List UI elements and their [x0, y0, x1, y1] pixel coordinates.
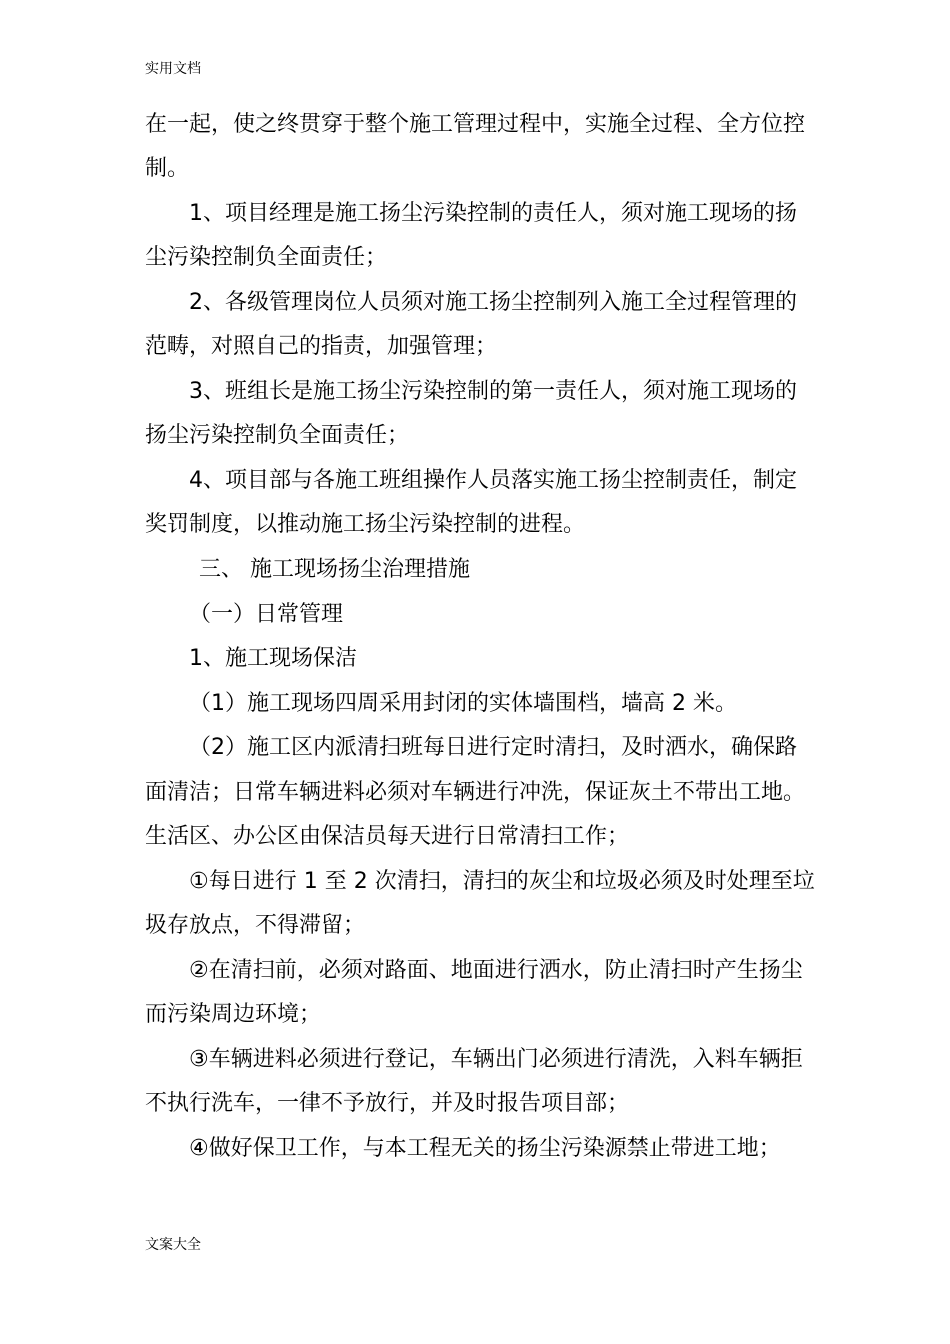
paragraph-line: ③车辆进料必须进行登记，车辆出门必须进行清洗，入料车辆拒	[189, 1047, 803, 1072]
paragraph-line: 范畴，对照自己的指责，加强管理；	[145, 334, 498, 359]
paragraph-line: 制。	[145, 156, 190, 181]
paragraph-line: 尘污染控制负全面责任；	[145, 245, 388, 270]
paragraph-line: 奖罚制度，以推动施工扬尘污染控制的进程。	[145, 512, 586, 537]
paragraph-line: 生活区、办公区由保洁员每天进行日常清扫工作；	[145, 824, 630, 849]
paragraph-line: （2）施工区内派清扫班每日进行定时清扫，及时洒水，确保路	[189, 735, 797, 760]
paragraph-line: 不执行洗车，一律不予放行，并及时报告项目部；	[145, 1091, 630, 1116]
paragraph-line: 2、各级管理岗位人员须对施工扬尘控制列入施工全过程管理的	[189, 290, 797, 315]
paragraph-line: 圾存放点，不得滞留；	[145, 913, 366, 938]
paragraph-line: 4、项目部与各施工班组操作人员落实施工扬尘控制责任，制定	[189, 468, 797, 493]
item-heading: 1、施工现场保洁	[189, 646, 357, 671]
paragraph-line: 3、班组长是施工扬尘污染控制的第一责任人，须对施工现场的	[189, 379, 797, 404]
paragraph-line: 扬尘污染控制负全面责任；	[145, 423, 410, 448]
section-heading: 三、 施工现场扬尘治理措施	[199, 557, 470, 582]
subsection-heading: （一）日常管理	[189, 602, 344, 627]
paragraph-line: 在一起，使之终贯穿于整个施工管理过程中，实施全过程、全方位控	[145, 112, 806, 137]
paragraph-line: 而污染周边环境；	[145, 1002, 322, 1027]
paragraph-line: 面清洁；日常车辆进料必须对车辆进行冲洗，保证灰土不带出工地。	[145, 780, 806, 805]
paragraph-line: ②在清扫前，必须对路面、地面进行洒水，防止清扫时产生扬尘	[189, 958, 803, 983]
paragraph-line: ④做好保卫工作，与本工程无关的扬尘污染源禁止带进工地；	[189, 1136, 781, 1161]
paragraph-line: ①每日进行 1 至 2 次清扫，清扫的灰尘和垃圾必须及时处理至垃	[189, 869, 815, 894]
paragraph-line: （1）施工现场四周采用封闭的实体墙围档，墙高 2 米。	[189, 691, 737, 716]
paragraph-line: 1、项目经理是施工扬尘污染控制的责任人，须对施工现场的扬	[189, 201, 797, 226]
page-header: 实用文档	[145, 61, 201, 77]
page-footer: 文案大全	[145, 1237, 201, 1253]
